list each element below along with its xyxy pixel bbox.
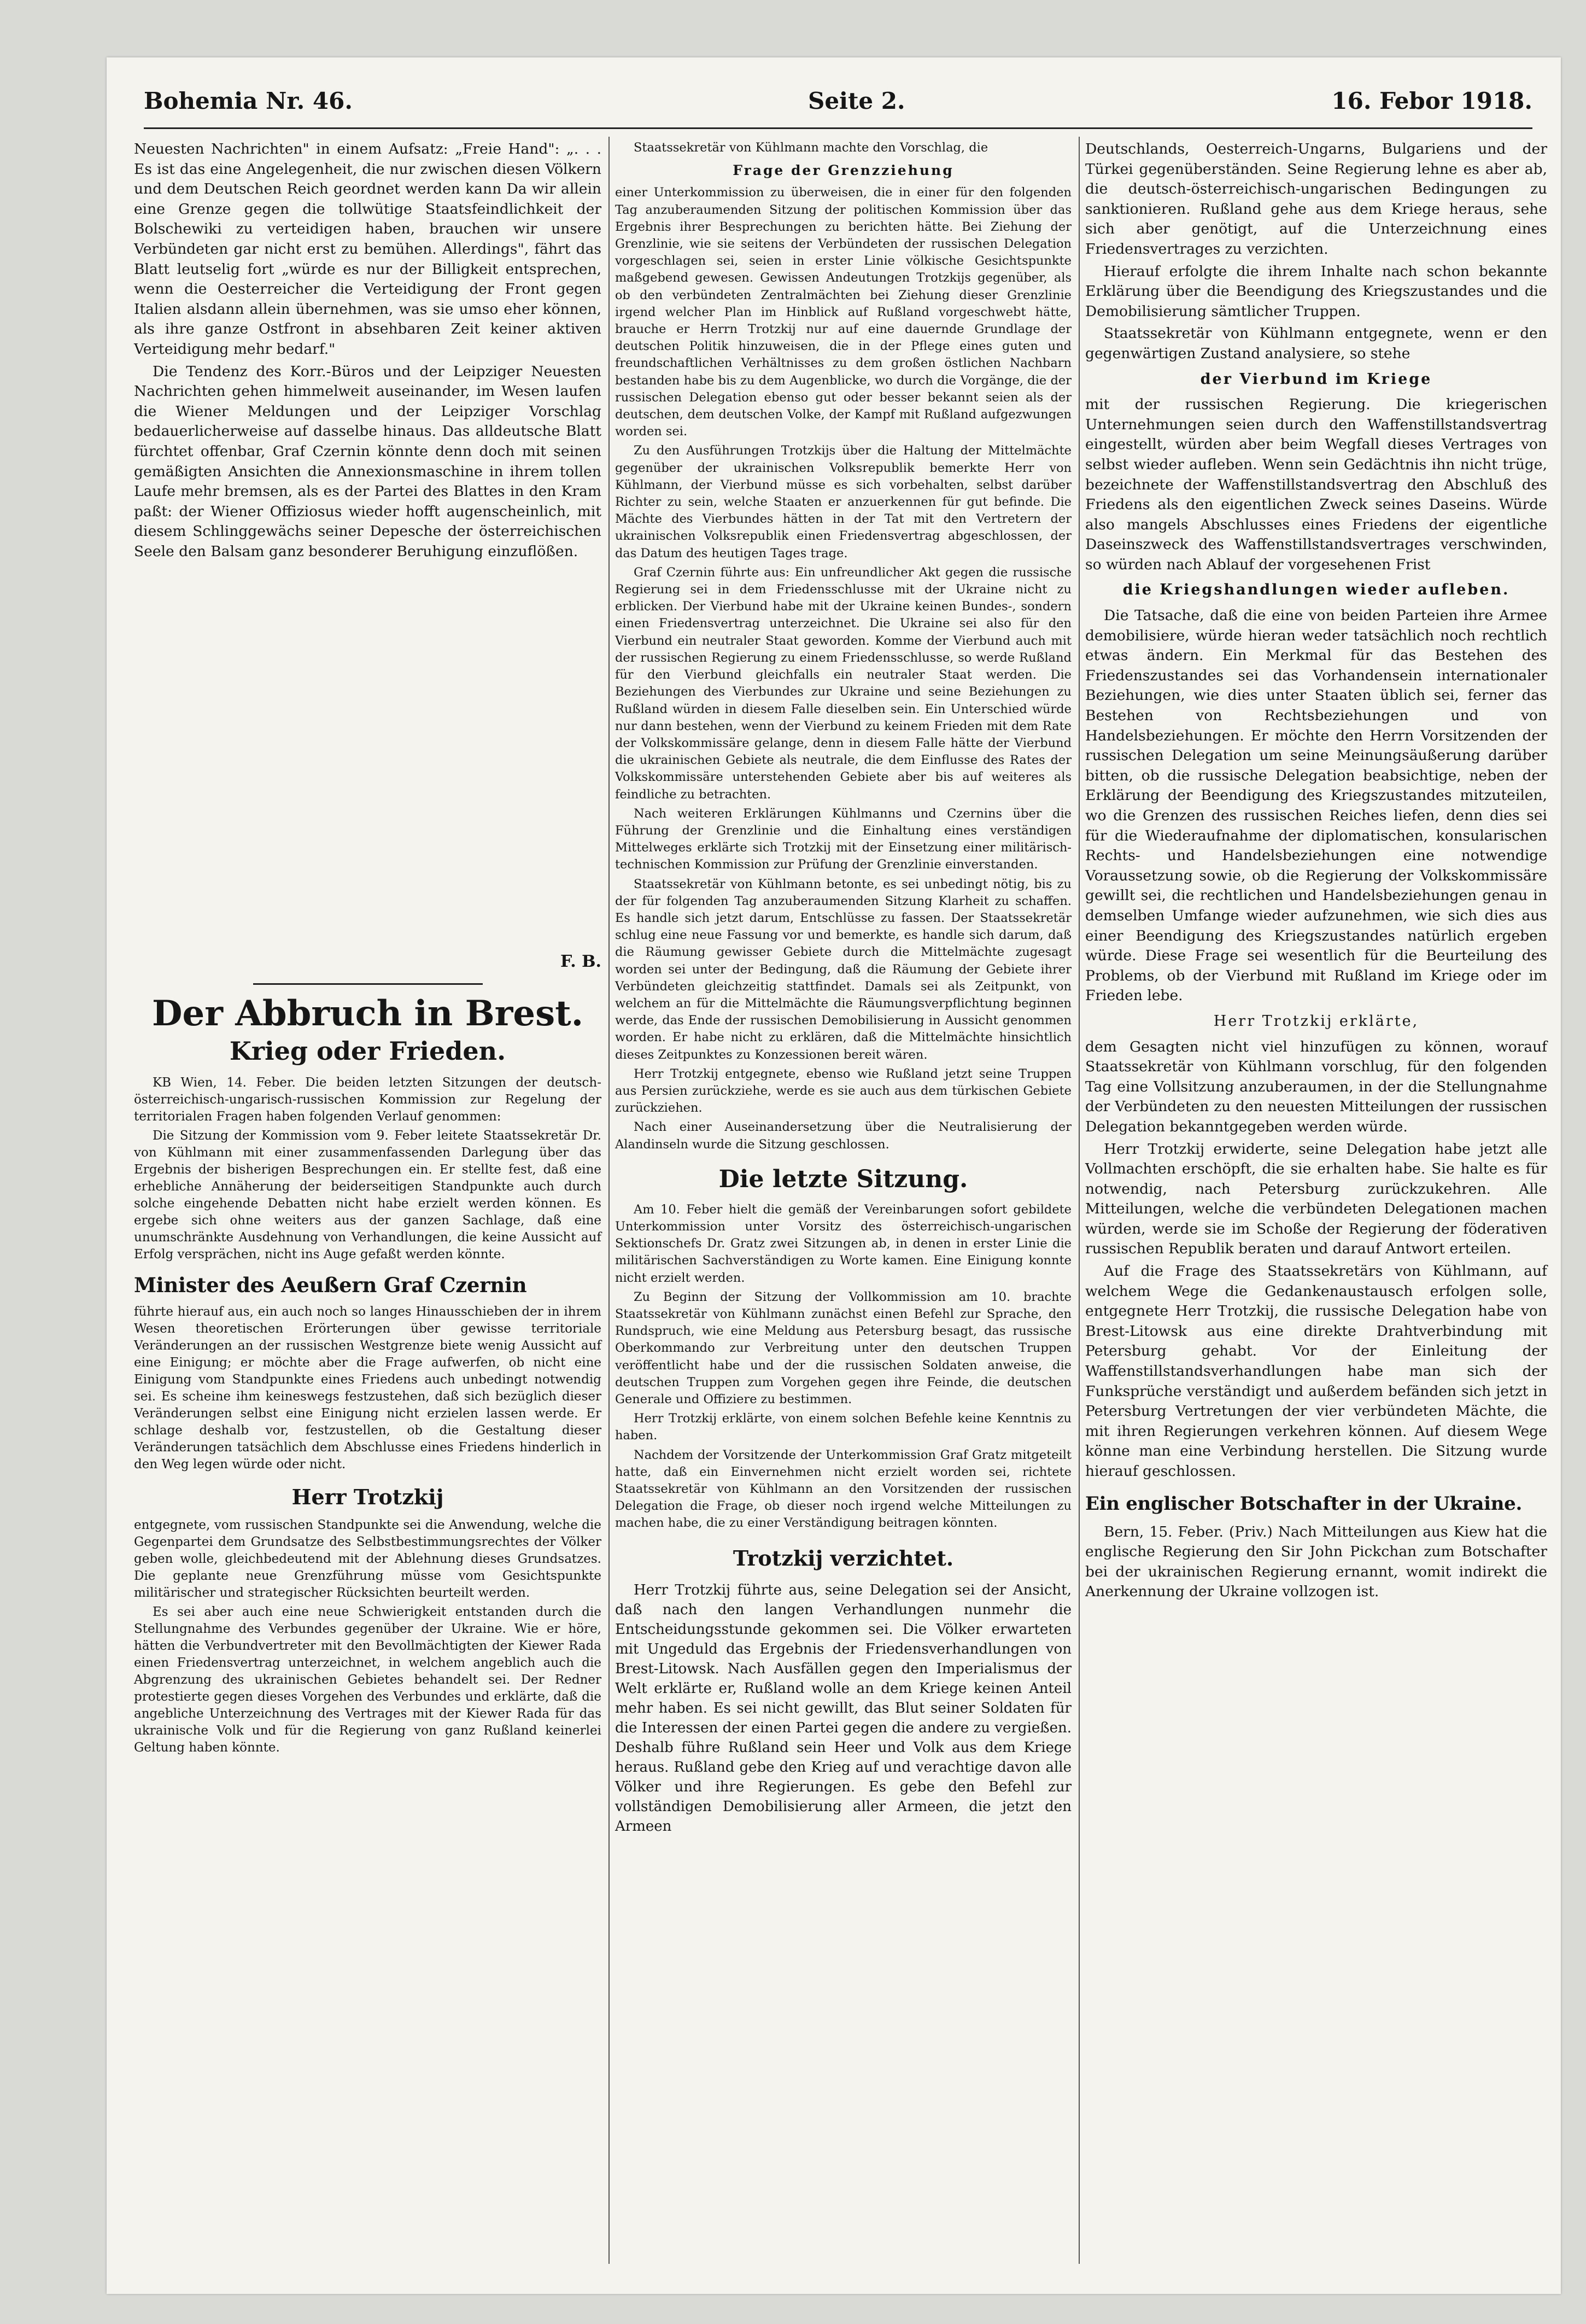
section-heading: Trotzkij verzichtet. [733,1545,954,1570]
spaced-subheading: Frage der Grenzziehung [733,162,954,179]
column-1 [134,139,601,1759]
page-number: Seite 2. [808,87,905,114]
article-paragraph: dem Gesagten nicht viel hinzufügen zu können, worauf Staatssekretär von Kühlmann vorschlug, für den folgenden Tag eine Vollsitzung anzuberaumen, in der die Stellungnahme der Verbündeten zu den neuesten Mitteilungen der russischen Delegation bekanntgegeben werden würde. [1085,1038,1547,1135]
article-paragraph: Die Tendenz des Korr.-Büros und der Leipziger Neuesten Nachrichten gehen himmelweit auseinander, im Wesen laufen die Wiener Meldungen und der Leipziger Vorschlag bedauerlicherweise auf dasselbe hinaus. Das alldeutsche Blatt fürchtet offenbar, Graf Czernin könnte denn doch mit seinen gemäßigten Ansichten die Annexionsmaschine in ihrem tollen Laufe mehr bremsen, als es der Partei des Blattes in den Kram paßt: der Wiener Offiziosus wieder hofft augenscheinlich, mit diesem Schlinggewächs seiner Depesche der österreichischen Seele den Balsam ganz besonderer Beruhigung einzuflößen. [134,363,601,560]
article-paragraph: mit der russischen Regierung. Die kriegerischen Unternehmungen seien durch den Waffenstillstandsvertrag eingestellt, würden aber beim Wegfall dieses Vertrages von selbst wieder aufleben. Wenn sein Gedächtnis ihn nicht trüge, bezeichnete der Waffenstillstandsvertrag den Abschluß des Friedens als den eigentlichen Zweck seines Daseins. Würde also mangels Abschlusses eines Friedens der eigentliche Daseinszweck des Waffenstillstandsvertrages verschwinden, so würden nach Ablauf der vorgesehenen Frist [1085,396,1547,573]
article-paragraph: Nachdem der Vorsitzende der Unterkommission Graf Gratz mitgeteilt hatte, daß ein Einvernehmen nicht erzielt worden sei, richtete Staatssekretär von Kühlmann an den Vorsitzenden der russischen Delegation die Frage, ob dieser noch irgend welche Mitteilungen zu machen habe, die zu einer Verständigung beitragen könnten. [615,1447,1072,1531]
article-paragraph: führte hierauf aus, ein auch noch so langes Hinausschieben der in ihrem Wesen theoretischen Erörterungen über gewisse territoriale Veränderungen an der russischen Westgrenze biete wenig Aussicht auf eine Einigung; er möchte aber die Frage aufwerfen, ob nicht eine Einigung vom Standpunkte eines Friedens auch unbedingt notwendig sei. Es scheine ihm keineswegs festzustehen, daß sich bezüglich dieser Veränderungen selbst eine Einigung nicht erzielen lassen werde. Er schlage deshalb vor, festzustellen, ob die Gestaltung dieser Veränderungen tatsächlich dem Abschlusse eines Friedens hinderlich in den Weg legen würde oder nicht. [134,1305,601,1472]
page-header [144,87,1532,120]
spaced-subheading: die Kriegshandlungen wieder aufleben. [1122,581,1510,599]
article-paragraph: Staatssekretär von Kühlmann betonte, es sei unbedingt nötig, bis zu der für folgenden Tag anzuberaumenden Sitzung Klarheit zu schaffen. Es handle sich jetzt darum, Entschlüsse zu fassen. Der Staatssekretär schlug eine neue Fassung vor und bemerkte, es handle sich darum, daß die Räumung gewisser Gebiete durch die Mittelmächte zugesagt worden sei unter der Bedingung, daß die Räumung der Gebiete ihrer Verbündeten gleichzeitig stattfindet. Damals sei als Zeitpunkt, von welchem an für die Mittelmächte die Räumungsverpflichtung beginnen werde, das Ende der russischen Demobilisierung in Aussicht genommen worden. Er habe nicht zu erklären, daß die Mittelmächte hinsichtlich dieses Zeitpunktes zu Konzessionen bereit wären. [615,877,1072,1062]
article-paragraph: Es sei aber auch eine neue Schwierigkeit entstanden durch die Stellungnahme des Verbundes gegenüber der Ukraine. Wie er höre, hätten die Verbundvertreter mit den Bevollmächtigten der Kiewer Rada einen Friedensvertrag unterzeichnet, in welchem angeblich auch die Abgrenzung des ukrainischen Gebietes behandelt sei. Der Redner protestierte gegen dieses Vorgehen des Verbundes und erklärte, daß die angebliche Unterzeichnung des Vertrages mit der Kiewer Rada für das ukrainische Volk und für die Regierung von ganz Rußland keinerlei Geltung haben könnte. [134,1605,601,1755]
article-paragraph: Herr Trotzkij entgegnete, ebenso wie Rußland jetzt seine Truppen aus Persien zurückziehe, werde es sie auch aus dem türkischen Gebiete zurückziehen. [615,1066,1072,1116]
article-paragraph: Herr Trotzkij erklärte, von einem solchen Befehle keine Kenntnis zu haben. [615,1411,1072,1443]
section-heading: Herr Trotzkij [291,1485,444,1510]
article-paragraph: Hierauf erfolgte die ihrem Inhalte nach schon bekannte Erklärung über die Beendigung des Kriegszustandes und die Demobilisierung sämtlicher Truppen. [1085,262,1547,320]
article-paragraph: Auf die Frage des Staatssekretärs von Kühlmann, auf welchem Wege die Gedankenaustausch erfolgen solle, entgegnete Herr Trotzkij, die russische Delegation habe von Brest-Litowsk aus eine direkte Drahtverbindung mit Petersburg gehabt. Vor der Einleitung der Waffenstillstandsverhandlungen habe man sich der Funksprüche verständigt und außerdem befänden sich jetzt in Petersburg Vertretungen der vier verbündeten Mächte, die mit ihren Regierungen verkehren können. Auf diesem Wege könne man eine Verbindung herstellen. Die Sitzung wurde hierauf geschlossen. [1085,1263,1547,1480]
article-paragraph: Staatssekretär von Kühlmann entgegnete, wenn er den gegenwärtigen Zustand analysiere, so stehe [1085,325,1547,362]
article-paragraph: Staatssekretär von Kühlmann machte den Vorschlag, die [634,141,988,155]
article-headline: Der Abbruch in Brest. [152,993,583,1035]
article-separator [253,983,483,985]
article-paragraph: Am 10. Feber hielt die gemäß der Vereinbarungen sofort gebildete Unterkommission unter Vorsitz des österreichisch-ungarischen Sektionschefs Dr. Gratz zwei Sitzungen ab, in denen in erster Linie die militärischen Sachverständigen zu Worte kamen. Eine Einigung konnte nicht erzielt werden. [615,1202,1072,1285]
column-blank-space [134,564,601,952]
article-paragraph: Neuesten Nachrichten" in einem Aufsatz: „Freie Hand": „. . . Es ist das eine Angelegenheit, die nur zwischen diesen Völkern und dem Deutschen Reich geordnet werden kann Da wir allein eine Grenze gegen die tollwütige Staatsfeindlichkeit der Bolschewiki zu verteidigen haben, brauchen wir unsere Verbündeten gar nicht erst zu bemühen. Allerdings", fährt das Blatt leutselig fort „würde es nur der Billigkeit entsprechen, wenn die Oesterreicher die Verteidigung der Front gegen Italien alsdann allein übernehmen, was sie umso eher können, als ihre ganze Ostfront in absehbaren Zeit keiner aktiven Verteidigung mehr bedarf." [134,141,601,358]
article-paragraph: Graf Czernin führte aus: Ein unfreundlicher Akt gegen die russische Regierung sei in dem Friedensschlusse mit der Ukraine nicht zu erblicken. Der Vierbund habe mit der Ukraine keinen Bundes-, sondern einen Friedensvertrag unterzeichnet. Die Ukraine sei also für den Vierbund ein neutraler Staat geworden. Komme der Vierbund auch mit der russischen Regierung zu einem Friedensschlusse, so werde Rußland für den Vierbund gleichfalls ein neutraler Staat werden. Die Beziehungen des Vierbundes zur Ukraine und seine Beziehungen zu Rußland würden in diesem Falle dieselben sein. Ein Unterschied würde nur dann bestehen, wenn der Vierbund zu keinem Frieden mit dem Rate der Volkskommissäre gelange, denn in diesem Falle hätte der Vierbund die ukrainischen Gebiete als neutrale, die dem Einflusse des Rates der Volkskommissäre unterstehenden Gebiete aber bis auf weiteres als feindliche zu betrachten. [615,565,1072,802]
column-2 [615,139,1072,1838]
article-paragraph: entgegnete, vom russischen Standpunkte sei die Anwendung, welche die Gegenpartei dem Grundsatze des Selbstbestimmungsrechtes der Völker geben wolle, gleichbedeutend mit der Ablehnung dieses Grundsatzes. Die geplante neue Grenzführung müsse vom Gesichtspunkte militärischer und strategischer Rücksichten beurteilt werden. [134,1518,601,1601]
article-paragraph: einer Unterkommission zu überweisen, die in einer für den folgenden Tag anzuberaumenden Sitzung der politischen Kommission über das Ergebnis ihrer Besprechungen zu berichten hätte. Bei Ziehung der Grenzlinie, wie sie seitens der Verbündeten der russischen Delegation vorgeschlagen sei, seien in erster Linie völkische Gesichtspunkte maßgebend gewesen. Gewissen Andeutungen Trotzkijs gegenüber, als ob den verbündeten Zentralmächten bei Ziehung dieser Grenzlinie irgend welcher Plan im Hinblick auf Rußland vorgeschwebt hätte, brauche er Herrn Trotzkij nur auf eine dauernde Grundlage der deutschen Politik hinzuweisen, die in der Pflege eines guten und freundschaftlichen Verhältnisses zu dem großen östlichen Nachbarn bestanden habe bis zu dem Augenblicke, wo durch die Vorgänge, die der russischen Delegation ebenso gut oder besser bekannt seien als der deutschen, dem deutschen Volke, der Kampf mit Rußland aufgezwungen worden sei. [615,185,1072,439]
column-3 [1085,139,1547,1604]
section-heading: Die letzte Sitzung. [718,1165,968,1193]
article-paragraph: Nach einer Auseinandersetzung über die Neutralisierung der Alandinseln wurde die Sitzung geschlossen. [615,1120,1072,1152]
masthead-issue: Bohemia Nr. 46. [144,87,353,114]
column-divider-1 [608,137,610,2264]
header-rule [144,127,1532,129]
article-subheadline: Krieg oder Frieden. [229,1036,506,1066]
column-divider-2 [1079,137,1080,2264]
article-paragraph: Bern, 15. Feber. (Priv.) Nach Mitteilungen aus Kiew hat die englische Regierung den Sir John Pickchan zum Botschafter bei der ukrainischen Regierung ernannt, womit indirekt die Anerkennung der Ukraine vollzogen ist. [1085,1523,1547,1601]
newspaper-page [107,57,1561,2294]
article-paragraph: Die Sitzung der Kommission vom 9. Feber leitete Staatssekretär Dr. von Kühlmann mit einer zusammenfassenden Darlegung über das Ergebnis der bisherigen Besprechungen ein. Er stellte fest, daß eine erhebliche Annäherung der beiderseitigen Standpunkte auch durch solche eingehende Debatten nicht habe erzielt werden können. Es ergebe sich ohne weiters aus der ganzen Sachlage, daß eine unumschränkte Ausdehnung von Verhandlungen, die keine Aussicht auf Erfolg versprächen, nicht ins Auge gefaßt werden könnte. [134,1129,601,1262]
article-paragraph: Zu den Ausführungen Trotzkijs über die Haltung der Mittelmächte gegenüber der ukrainischen Volksrepublik bemerkte Herr von Kühlmann, der Vierbund müsse es sich vorbehalten, selbst darüber Richter zu sein, welche Staaten er anzuerkennen für gut befinde. Die Mächte des Vierbundes hätten in der Tat mit den Vertretern der ukrainischen Volksrepublik einen Friedensvertrag abgeschlossen, der das Datum des heutigen Tages trage. [615,443,1072,560]
article-paragraph: Deutschlands, Oesterreich-Ungarns, Bulgariens und der Türkei gegenüberständen. Seine Regierung lehne es aber ab, die deutsch-österreichisch-ungarischen Bedingungen zu sanktionieren. Rußland gehe aus dem Kriege heraus, sehe sich aber genötigt, auf die Unterzeichnung eines Friedensvertrages zu verzichten. [1085,141,1547,258]
article-paragraph: Herr Trotzkij führte aus, seine Delegation sei der Ansicht, daß nach den langen Verhandlungen nunmehr die Entscheidungsstunde gekommen sei. Die Völker erwarteten mit Ungeduld das Ergebnis der Friedensverhandlungen von Brest-Litowsk. Nach Ausfällen gegen den Imperialismus der Welt erklärte er, Rußland wolle an dem Kriege keinen Anteil mehr haben. Es sei nicht gewillt, das Blut seiner Soldaten für die Interessen der einen Partei gegen die andere zu vergießen. Deshalb führe Rußland sein Heer und Volk aus dem Kriege heraus. Rußland gebe den Krieg auf und verachtige davon alle Völker und ihre Regierungen. Es gebe den Befehl zur vollständigen Demobilisierung aller Armeen, die jetzt den Armeen [615,1581,1072,1835]
author-signature: F. B. [560,952,601,972]
article-paragraph: KB Wien, 14. Feber. Die beiden letzten Sitzungen der deutsch-österreichisch-ungarisch-russischen Kommission zur Regelung der territorialen Fragen haben folgenden Verlauf genommen: [134,1076,601,1124]
article-paragraph: Zu Beginn der Sitzung der Vollkommission am 10. brachte Staatssekretär von Kühlmann zunächst einen Befehl zur Sprache, den Rundspruch, wie eine Meldung aus Petersburg besagt, das russische Oberkommando zur Verbreitung unter den deutschen Truppen veröffentlicht habe und der die russischen Soldaten anweise, die deutschen Truppen zum Vorgehen gegen ihre Feinde, die deutschen Generale und Offiziere zu bestimmen. [615,1289,1072,1407]
article-paragraph: Die Tatsache, daß die eine von beiden Parteien ihre Armee demobilisiere, würde hieran weder tatsächlich noch rechtlich etwas ändern. Ein Merkmal für das Bestehen des Friedenszustandes sei das Vorhandensein internationaler Beziehungen, wie dies unter Staaten üblich sei, ferner das Bestehen von Rechtsbeziehungen und von Handelsbeziehungen. Er möchte den Herrn Vorsitzenden der russischen Delegation um seine Meinungsäußerung darüber bitten, ob die russische Delegation beabsichtige, neben der Erklärung der Beendigung des Kriegszustandes mitzuteilen, wo die Grenzen des russischen Reiches liefen, denn dies sei für die Wiederaufnahme der diplomatischen, konsularischen Rechts- und Handelsbeziehungen eine notwendige Voraussetzung sowie, ob die Regierung der Volkskommissäre gewillt sei, die rechtlichen und Handelsbeziehungen genau in demselben Umfange wieder aufzunehmen, wie sich dies aus einer Beendigung des Kriegszustandes natürlich ergeben würde. Diese Frage sei wesentlich für die Beurteilung des Problems, ob der Vierbund mit Rußland im Kriege oder im Frieden lebe. [1085,607,1547,1005]
issue-date: 16. Febor 1918. [1331,87,1532,114]
spaced-subheading: der Vierbund im Kriege [1200,370,1432,388]
article-paragraph: Herr Trotzkij erwiderte, seine Delegation habe jetzt alle Vollmachten erschöpft, die sie erhalten habe. Sie halte es für notwendig, nach Petersburg zurückzukehren. Alle Mitteilungen, welche die verbündeten Delegationen machen würden, werde sie im Schoße der Regierung der föderativen russischen Republik beraten und darauf Antwort erteilen. [1085,1140,1547,1258]
section-heading: Ein englischer Botschafter in der Ukraine. [1085,1492,1523,1515]
spaced-subheading: Herr Trotzkij erklärte, [1213,1012,1419,1030]
section-heading: Minister des Aeußern Graf Czernin [134,1273,527,1298]
article-paragraph: Nach weiteren Erklärungen Kühlmanns und Czernins über die Führung der Grenzlinie und die Einhaltung eines verständigen Mittelweges erklärte sich Trotzkij mit der Einsetzung einer militärisch-technischen Kommission zur Prüfung der Grenzlinie einverstanden. [615,806,1072,872]
